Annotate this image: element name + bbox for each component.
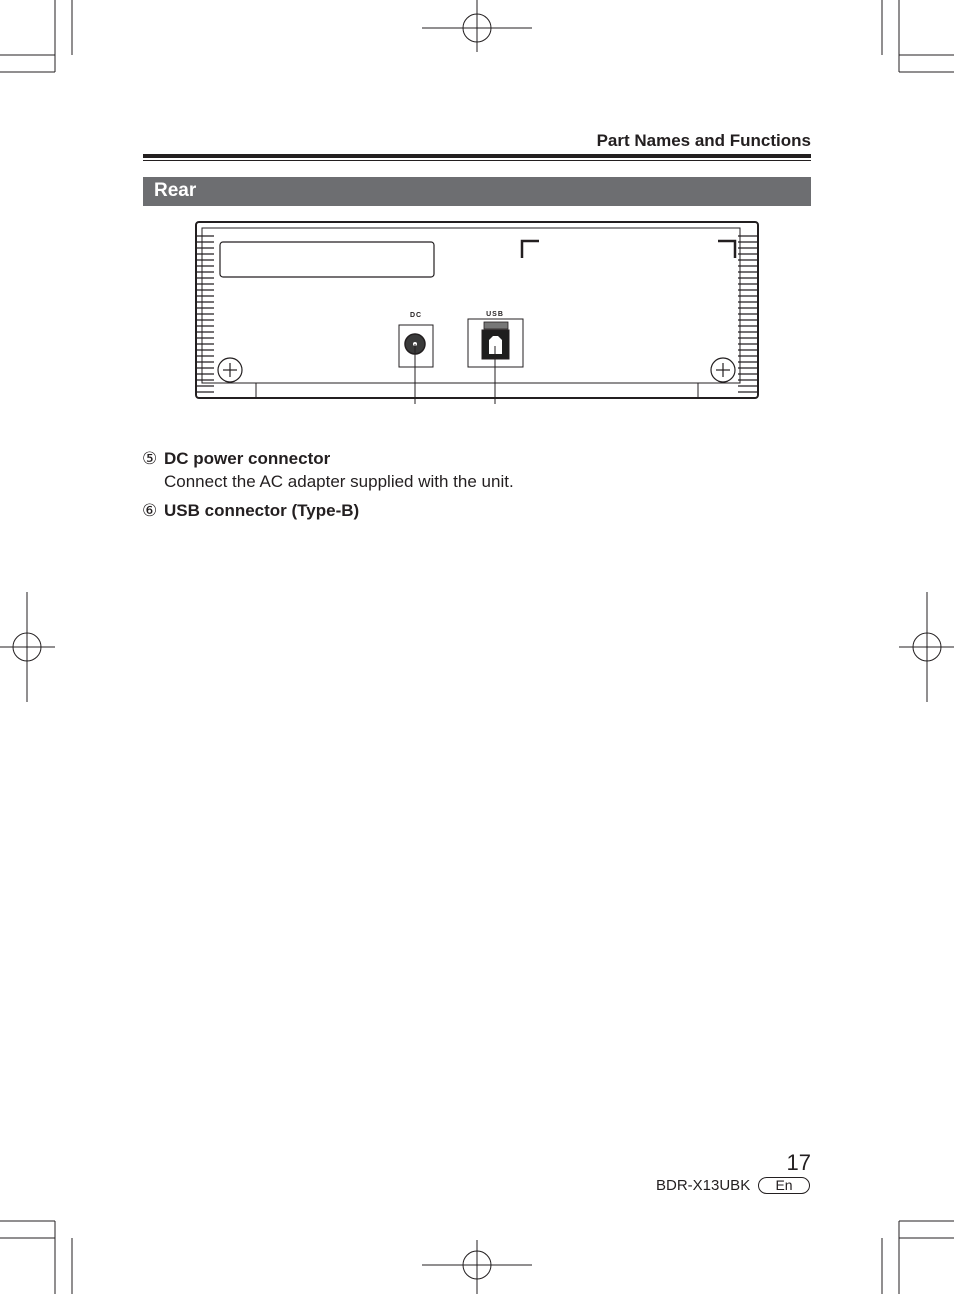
item-dc-power-connector [142, 449, 330, 469]
language-badge: En [758, 1177, 810, 1194]
header-rule-thin [143, 160, 811, 161]
chassis-outline [196, 222, 758, 398]
header-rule-thick [143, 154, 811, 158]
page-header-title: Part Names and Functions [596, 131, 811, 150]
rear-panel-diagram [190, 218, 764, 406]
left-cooling-fins [196, 236, 214, 392]
usb-port-label: USB [486, 311, 504, 318]
item-usb-connector [142, 501, 359, 521]
chassis-inner [202, 228, 740, 383]
section-heading-bar [143, 177, 811, 206]
label-plate [220, 242, 434, 277]
right-cooling-fins [738, 236, 758, 392]
screw-right-icon [711, 358, 735, 382]
screw-left-icon [218, 358, 242, 382]
item-number: ⑥ [142, 501, 158, 520]
dc-port-label: DC [409, 312, 423, 319]
item-description: Connect the AC adapter supplied with the unit. [164, 472, 514, 491]
footer-model-name: BDR-X13UBK [656, 1177, 751, 1194]
section-title: Rear [154, 180, 197, 201]
item-title: DC power connector [164, 449, 331, 468]
item-number: ⑤ [142, 449, 158, 468]
page-number: 17 [786, 1150, 811, 1175]
bracket-left [522, 241, 539, 258]
bracket-right [718, 241, 735, 258]
item-title: USB connector (Type-B) [164, 501, 360, 520]
